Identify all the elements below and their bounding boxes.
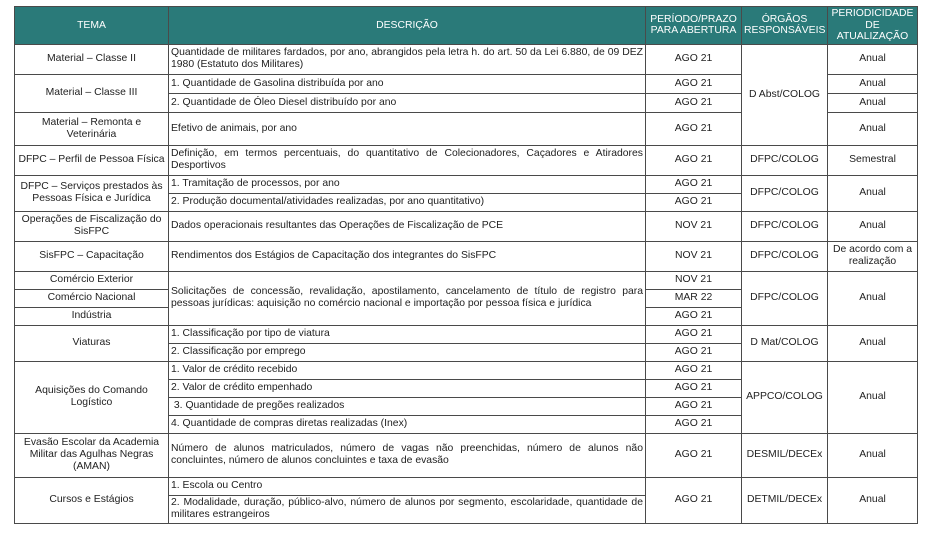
table-row [15, 325, 918, 343]
descricao-cell: Rendimentos dos Estágios de Capacitação dos integrantes do SisFPC [169, 241, 646, 271]
orgao-cell: APPCO/COLOG [742, 361, 828, 433]
descricao-cell: 1. Escola ou Centro [169, 477, 646, 495]
tema-cell: SisFPC – Capacitação [15, 241, 169, 271]
descricao-cell: 3. Quantidade de pregões realizados [169, 397, 646, 415]
periodicidade-cell: Anual [828, 175, 918, 211]
table-row [15, 433, 918, 477]
table-row [15, 241, 918, 271]
tema-cell: Material – Remonta e Veterinária [15, 112, 169, 145]
periodo-cell: NOV 21 [646, 211, 742, 241]
periodicidade-cell: Anual [828, 44, 918, 74]
descricao-cell: Quantidade de militares fardados, por ano, abrangidos pela letra h. do art. 50 da Lei 6.880, de 09 DEZ 1980 (Estatuto dos Militares) [169, 44, 646, 74]
table-row [15, 145, 918, 175]
tema-cell: Cursos e Estágios [15, 477, 169, 523]
periodo-cell: AGO 21 [646, 361, 742, 379]
tema-cell: DFPC – Serviços prestados às Pessoas Física e Jurídica [15, 175, 169, 211]
header-periodicidade: PERIODICIDADE DE ATUALIZAÇÃO [828, 7, 918, 45]
periodicidade-cell: Anual [828, 433, 918, 477]
descricao-cell: Efetivo de animais, por ano [169, 112, 646, 145]
tema-cell: Indústria [15, 307, 169, 325]
tema-cell: Viaturas [15, 325, 169, 361]
periodo-cell: NOV 21 [646, 241, 742, 271]
periodo-cell: AGO 21 [646, 397, 742, 415]
tema-cell: Comércio Exterior [15, 271, 169, 289]
periodicidade-cell: Anual [828, 93, 918, 112]
tema-cell: DFPC – Perfil de Pessoa Física [15, 145, 169, 175]
periodo-cell: AGO 21 [646, 433, 742, 477]
periodo-cell: AGO 21 [646, 343, 742, 361]
periodicidade-cell: Anual [828, 271, 918, 325]
periodo-cell: AGO 21 [646, 175, 742, 193]
descricao-cell: 2. Valor de crédito empenhado [169, 379, 646, 397]
periodicidade-cell: Anual [828, 112, 918, 145]
periodo-cell: AGO 21 [646, 112, 742, 145]
tema-cell: Material – Classe III [15, 74, 169, 112]
orgao-cell: D Mat/COLOG [742, 325, 828, 361]
periodicidade-cell: De acordo com a realização [828, 241, 918, 271]
periodo-cell: AGO 21 [646, 379, 742, 397]
descricao-cell: 1. Quantidade de Gasolina distribuída por ano [169, 74, 646, 93]
table-row [15, 271, 918, 289]
descricao-cell: 2. Classificação por emprego [169, 343, 646, 361]
descricao-cell: Solicitações de concessão, revalidação, apostilamento, cancelamento de título de registro para pessoas jurídicas: aquisição no comércio nacional e importação por pessoa física e jurídica [169, 271, 646, 325]
tema-cell: Evasão Escolar da Academia Militar das Agulhas Negras (AMAN) [15, 433, 169, 477]
orgao-cell: D Abst/COLOG [742, 44, 828, 145]
periodo-cell: AGO 21 [646, 193, 742, 211]
descricao-cell: Definição, em termos percentuais, do quantitativo de Colecionadores, Caçadores e Atiradores Desportivos [169, 145, 646, 175]
periodo-cell: AGO 21 [646, 415, 742, 433]
tema-cell: Aquisições do Comando Logístico [15, 361, 169, 433]
orgao-cell: DESMIL/DECEx [742, 433, 828, 477]
orgao-cell: DFPC/COLOG [742, 271, 828, 325]
periodo-cell: MAR 22 [646, 289, 742, 307]
header-descricao: DESCRIÇÃO [169, 7, 646, 45]
descricao-cell: Número de alunos matriculados, número de vagas não preenchidas, número de alunos não concluintes, número de alunos concluintes e taxa de evasão [169, 433, 646, 477]
data-table [14, 6, 918, 524]
tema-cell: Operações de Fiscalização do SisFPC [15, 211, 169, 241]
periodo-cell: NOV 21 [646, 271, 742, 289]
table-row [15, 175, 918, 193]
orgao-cell: DFPC/COLOG [742, 145, 828, 175]
descricao-cell: 1. Valor de crédito recebido [169, 361, 646, 379]
periodo-cell: AGO 21 [646, 145, 742, 175]
orgao-cell: DETMIL/DECEx [742, 477, 828, 523]
descricao-cell: 2. Quantidade de Óleo Diesel distribuído por ano [169, 93, 646, 112]
descricao-cell: 2. Modalidade, duração, público-alvo, número de alunos por segmento, escolaridade, quantidade de militares estrangeiros [169, 495, 646, 523]
periodicidade-cell: Anual [828, 325, 918, 361]
descricao-cell: Dados operacionais resultantes das Operações de Fiscalização de PCE [169, 211, 646, 241]
descricao-cell: 4. Quantidade de compras diretas realizadas (Inex) [169, 415, 646, 433]
periodicidade-cell: Anual [828, 477, 918, 523]
periodicidade-cell: Anual [828, 74, 918, 93]
descricao-cell: 2. Produção documental/atividades realizadas, por ano quantitativo) [169, 193, 646, 211]
orgao-cell: DFPC/COLOG [742, 175, 828, 211]
tema-cell: Comércio Nacional [15, 289, 169, 307]
table-row [15, 477, 918, 495]
periodo-cell: AGO 21 [646, 477, 742, 523]
descricao-cell: 1. Classificação por tipo de viatura [169, 325, 646, 343]
header-tema: TEMA [15, 7, 169, 45]
orgao-cell: DFPC/COLOG [742, 211, 828, 241]
periodicidade-cell: Semestral [828, 145, 918, 175]
header-row [15, 7, 918, 45]
tema-cell: Material – Classe II [15, 44, 169, 74]
periodo-cell: AGO 21 [646, 74, 742, 93]
header-periodo: PERÍODO/PRAZO PARA ABERTURA [646, 7, 742, 45]
periodicidade-cell: Anual [828, 361, 918, 433]
periodo-cell: AGO 21 [646, 93, 742, 112]
table-row [15, 211, 918, 241]
periodo-cell: AGO 21 [646, 325, 742, 343]
table-row [15, 361, 918, 379]
periodo-cell: AGO 21 [646, 44, 742, 74]
table-row [15, 44, 918, 74]
descricao-cell: 1. Tramitação de processos, por ano [169, 175, 646, 193]
orgao-cell: DFPC/COLOG [742, 241, 828, 271]
periodo-cell: AGO 21 [646, 307, 742, 325]
periodicidade-cell: Anual [828, 211, 918, 241]
header-orgaos: ÓRGÃOS RESPONSÁVEIS [742, 7, 828, 45]
